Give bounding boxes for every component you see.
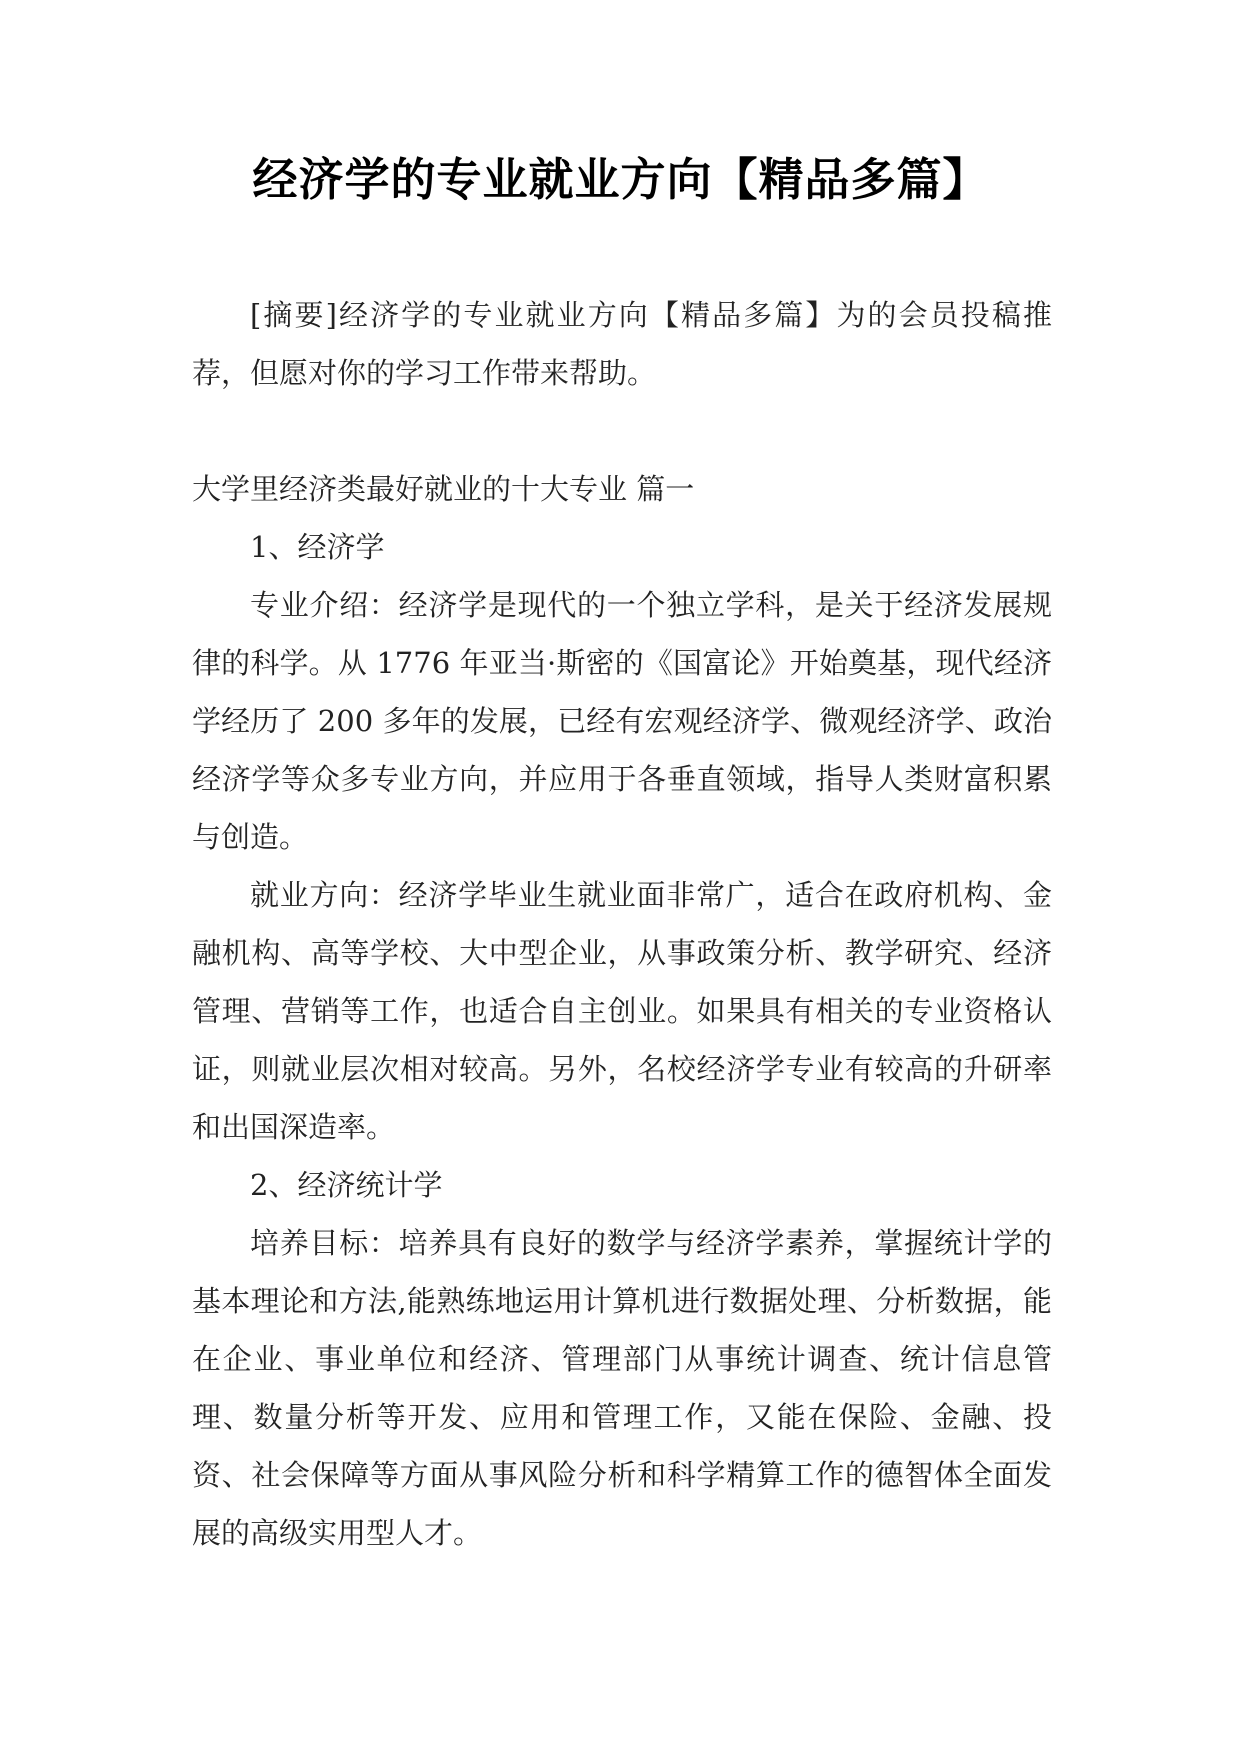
document-title: 经济学的专业就业方向【精品多篇】	[252, 153, 989, 206]
paragraph-economics-intro: 专业介绍：经济学是现代的一个独立学科，是关于经济发展规律的科学。从 1776 年亚当·斯密的《国富论》开始奠基，现代经济学经历了 200 多年的发展，已经有宏观经济学、微观经济学、政治经济学等众多专业方向，并应用于各垂直领域，指导人类财富积累与创造。	[192, 588, 1052, 854]
item-heading-economics: 1、经济学	[250, 530, 385, 564]
abstract-paragraph: [摘要]经济学的专业就业方向【精品多篇】为的会员投稿推荐，但愿对你的学习工作带来帮助。	[192, 298, 1052, 390]
section-heading: 大学里经济类最好就业的十大专业 篇一	[192, 472, 695, 506]
paragraph-economics-employment: 就业方向：经济学毕业生就业面非常广，适合在政府机构、金融机构、高等学校、大中型企业，从事政策分析、教学研究、经济管理、营销等工作，也适合自主创业。如果具有相关的专业资格认证，则就业层次相对较高。另外，名校经济学专业有较高的升研率和出国深造率。	[192, 878, 1052, 1144]
paragraph-economic-statistics-goal: 培养目标：培养具有良好的数学与经济学素养，掌握统计学的基本理论和方法,能熟练地运用计算机进行数据处理、分析数据，能在企业、事业单位和经济、管理部门从事统计调查、统计信息管理、数量分析等开发、应用和管理工作，又能在保险、金融、投资、社会保障等方面从事风险分析和科学精算工作的德智体全面发展的高级实用型人才。	[192, 1226, 1052, 1550]
document-body	[192, 286, 1052, 1562]
item-heading-economic-statistics: 2、经济统计学	[250, 1168, 443, 1202]
